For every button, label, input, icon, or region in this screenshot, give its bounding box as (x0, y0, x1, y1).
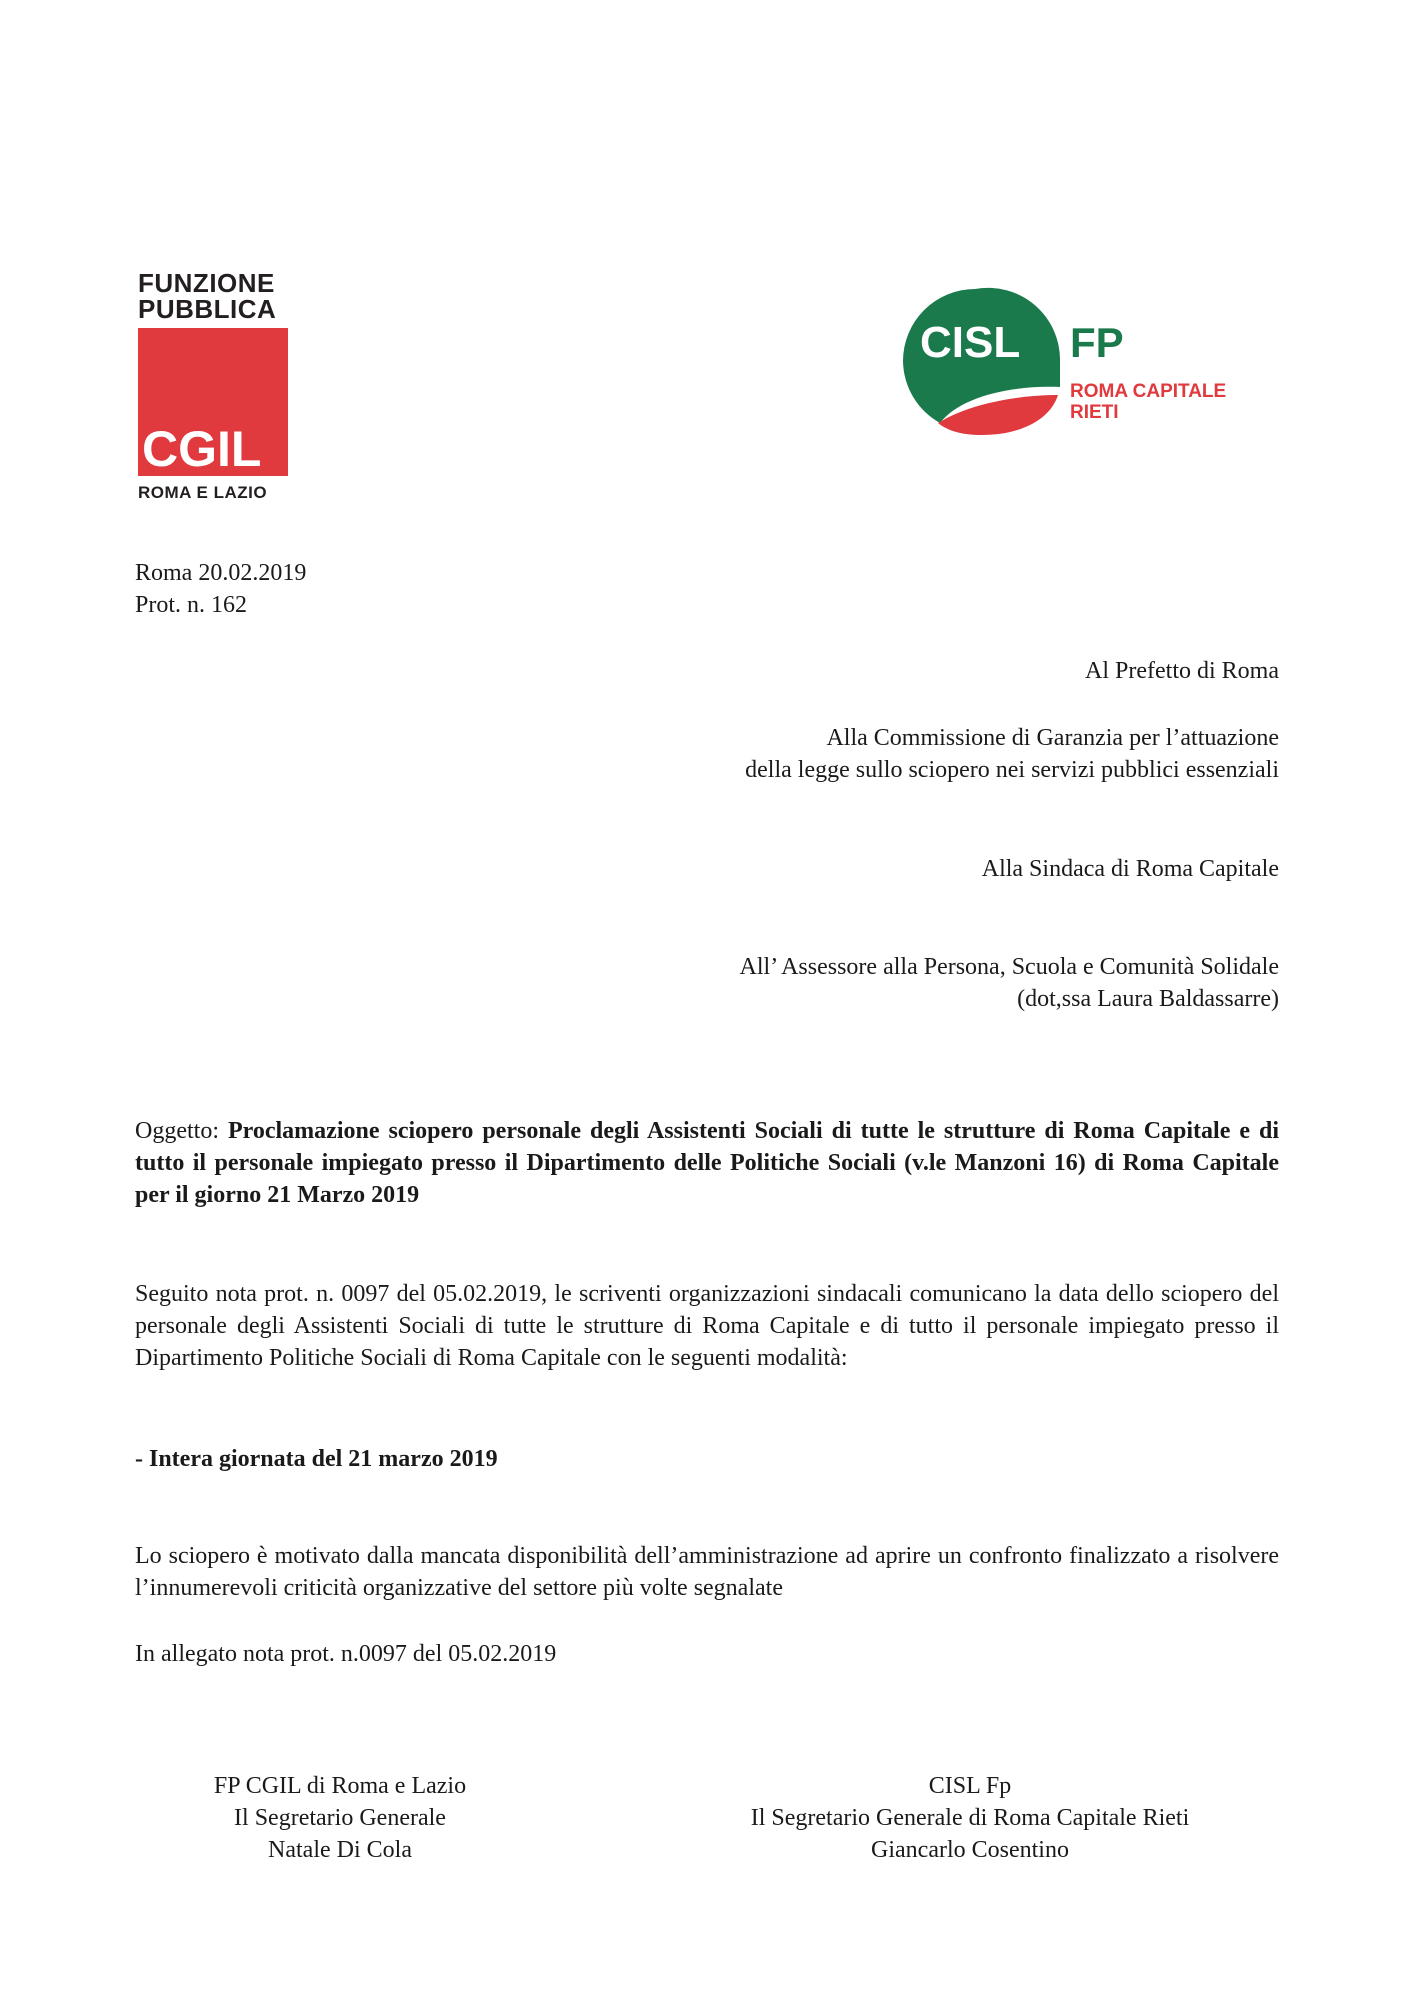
cgil-logo-subtitle: ROMA E LAZIO (138, 483, 268, 502)
cisl-logo-text: CISL (920, 318, 1021, 367)
recipient-prefetto (1085, 655, 1279, 687)
cisl-fp-logo-graphic (900, 285, 1260, 455)
signature-name: Natale Di Cola (268, 1837, 412, 1863)
body-paragraph-2: Lo sciopero è motivato dalla mancata disponibilità dell’amministrazione ad aprire un confronto finalizzato a risolvere l’innumerevoli criticità organizzative del settore più volte segnalate (135, 1543, 1279, 1601)
letter-header (135, 557, 306, 621)
subject-text: Proclamazione sciopero personale degli Assistenti Sociali di tutte le strutture di Roma Capitale e di tutto il personale impiegato presso il Dipartimento delle Politiche Sociali (v.le Manzoni 16) di Roma Capitale per il giorno 21 Marzo 2019 (135, 1118, 1279, 1208)
recipient-line: della legge sullo sciopero nei servizi pubblici essenziali (745, 757, 1279, 783)
cgil-logo-box (138, 328, 288, 476)
strike-day: - Intera giornata del 21 marzo 2019 (135, 1446, 498, 1472)
recipient-sindaca (982, 853, 1279, 885)
cisl-logo-subtitle-line2: RIETI (1070, 402, 1119, 423)
cgil-logo-line1: FUNZIONE (138, 268, 275, 298)
signature-cgil (160, 1770, 520, 1866)
signature-role: Il Segretario Generale (234, 1805, 446, 1831)
recipient-line: (dot,ssa Laura Baldassarre) (1017, 986, 1279, 1012)
cisl-logo-subtitle (1070, 381, 1226, 423)
letter-subject (135, 1115, 1279, 1211)
signature-org: CISL Fp (928, 1773, 1012, 1799)
signature-org: FP CGIL di Roma e Lazio (213, 1773, 467, 1799)
cgil-logo (138, 270, 288, 502)
letter-date: Roma 20.02.2019 (135, 560, 307, 586)
body-paragraph-1: Seguito nota prot. n. 0097 del 05.02.2019, le scriventi organizzazioni sindacali comunicano la data dello sciopero del personale degli Assistenti Sociali di tutte le strutture di Roma Capitale e di tutto il personale impiegato presso il Dipartimento Politiche Sociali di Roma Capitale con le seguenti modalità: (135, 1281, 1279, 1371)
recipient-line: Alla Commissione di Garanzia per l’attuazione (826, 725, 1279, 751)
recipient-line: Al Prefetto di Roma (1085, 658, 1279, 684)
cisl-logo-fp-text: FP (1070, 319, 1124, 366)
recipient-commissione (745, 722, 1279, 786)
signature-role: Il Segretario Generale di Roma Capitale Rieti (750, 1805, 1190, 1831)
recipient-line: Alla Sindaca di Roma Capitale (981, 856, 1279, 882)
recipient-assessore (740, 951, 1279, 1015)
subject-label: Oggetto: (135, 1118, 228, 1144)
cisl-logo-subtitle-line1: ROMA CAPITALE (1070, 381, 1227, 402)
cgil-logo-line2: PUBBLICA (138, 294, 277, 324)
signature-name: Giancarlo Cosentino (871, 1837, 1069, 1863)
attachment-note: In allegato nota prot. n.0097 del 05.02.2019 (135, 1641, 557, 1667)
letter-protocol: Prot. n. 162 (135, 592, 248, 618)
cgil-logo-box-text: CGIL (142, 421, 262, 477)
recipient-line: All’ Assessore alla Persona, Scuola e Comunità Solidale (739, 954, 1279, 980)
signature-cisl (690, 1770, 1250, 1866)
cisl-fp-logo (900, 285, 1260, 455)
